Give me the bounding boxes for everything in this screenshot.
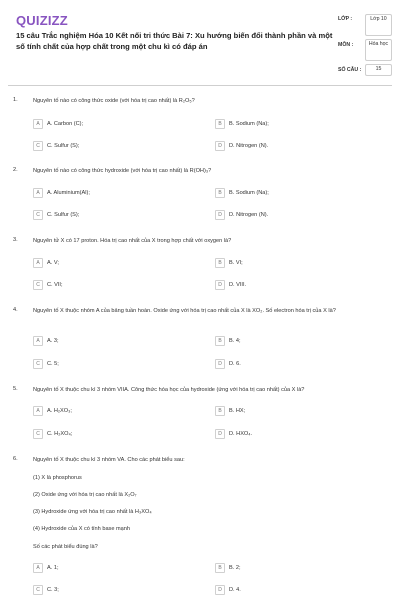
option-text: A. 1; xyxy=(47,565,59,571)
question-text: Nguyên tố X thuộc chu kì 3 nhóm VIIA. Công thức hóa học của hydroxide (ứng với hóa trị cao nhất) của X là? xyxy=(33,387,305,393)
statement-item: (1) X là phosphorus xyxy=(33,475,82,481)
grade-label: LỚP : xyxy=(338,16,353,22)
option-text: C. H₂XO₄; xyxy=(47,431,73,437)
option-letter: B xyxy=(215,188,225,198)
option-letter: B xyxy=(215,336,225,346)
answer-option[interactable] xyxy=(33,258,59,268)
option-letter: A xyxy=(33,188,43,198)
question-number: 4. xyxy=(13,307,18,313)
worksheet-title: 15 câu Trắc nghiệm Hóa 10 Kết nối tri thức Bài 7: Xu hướng biến đổi thành phần và một số tính chất của hợp chất trong một chu kì có đáp án xyxy=(16,31,333,51)
option-text: B. 4; xyxy=(229,338,241,344)
option-letter: C xyxy=(33,280,43,290)
option-letter: D xyxy=(215,141,225,151)
question-count-label: SỐ CÂU : xyxy=(338,67,362,73)
statement-item: (3) Hydroxide ứng với hóa trị cao nhất là H₃XO₄ xyxy=(33,509,152,515)
answer-option[interactable] xyxy=(33,406,72,416)
option-letter: B xyxy=(215,119,225,129)
option-letter: C xyxy=(33,141,43,151)
question-text: Nguyên tố X thuộc chu kì 3 nhóm VA. Cho các phát biểu sau: xyxy=(33,457,185,463)
answer-option[interactable] xyxy=(215,563,241,573)
option-letter: D xyxy=(215,280,225,290)
answer-option[interactable] xyxy=(33,280,63,290)
answer-option[interactable] xyxy=(215,336,241,346)
question-text: Nguyên tố nào có công thức hydroxide (với hóa trị cao nhất) là R(OH)₃? xyxy=(33,168,212,174)
subject-label: MÔN : xyxy=(338,42,354,48)
option-text: A. Aluminium(Al); xyxy=(47,190,90,196)
answer-option[interactable] xyxy=(33,585,59,595)
answer-option[interactable] xyxy=(215,210,268,220)
option-text: D. Nitrogen (N). xyxy=(229,212,269,218)
option-letter: A xyxy=(33,258,43,268)
question-prompt: Số các phát biểu đúng là? xyxy=(33,544,98,550)
answer-option[interactable] xyxy=(33,429,72,439)
subject-value: Hóa học xyxy=(365,39,392,61)
option-text: C. Sulfur (S); xyxy=(47,212,80,218)
answer-option[interactable] xyxy=(215,406,245,416)
option-text: A. H₂XO₃; xyxy=(47,408,72,414)
question-count-value: 15 xyxy=(365,64,392,76)
option-letter: D xyxy=(215,429,225,439)
question-text: Nguyên tử X có 17 proton. Hóa trị cao nhất của X trong hợp chất với oxygen là? xyxy=(33,238,232,244)
header-divider xyxy=(8,85,392,86)
option-letter: A xyxy=(33,119,43,129)
answer-option[interactable] xyxy=(215,119,269,129)
question-number: 5. xyxy=(13,386,18,392)
answer-option[interactable] xyxy=(215,258,243,268)
answer-option[interactable] xyxy=(215,141,268,151)
option-text: A. 3; xyxy=(47,338,59,344)
option-text: D. HXO₄. xyxy=(229,431,253,437)
answer-option[interactable] xyxy=(33,141,79,151)
answer-option[interactable] xyxy=(215,585,241,595)
option-text: A. Carbon (C); xyxy=(47,121,84,127)
answer-option[interactable] xyxy=(33,336,59,346)
option-text: D. 4. xyxy=(229,587,241,593)
answer-option[interactable] xyxy=(33,210,79,220)
option-letter: C xyxy=(33,359,43,369)
option-letter: C xyxy=(33,210,43,220)
answer-option[interactable] xyxy=(215,280,246,290)
option-letter: D xyxy=(215,585,225,595)
option-text: B. 2; xyxy=(229,565,241,571)
option-text: C. 5; xyxy=(47,361,59,367)
option-text: C. VII; xyxy=(47,282,63,288)
question-number: 2. xyxy=(13,167,18,173)
option-text: D. VIII. xyxy=(229,282,247,288)
answer-option[interactable] xyxy=(215,359,241,369)
question-text: Nguyên tố nào có công thức oxide (với hóa trị cao nhất) là R₂O₅? xyxy=(33,98,195,104)
option-letter: B xyxy=(215,563,225,573)
option-letter: C xyxy=(33,585,43,595)
statement-item: (4) Hydroxide của X có tính base mạnh xyxy=(33,526,131,532)
option-letter: D xyxy=(215,210,225,220)
option-letter: B xyxy=(215,258,225,268)
question-number: 1. xyxy=(13,97,18,103)
question-number: 3. xyxy=(13,237,18,243)
statement-item: (2) Oxide ứng với hóa trị cao nhất là X₂O₇ xyxy=(33,492,137,498)
option-letter: A xyxy=(33,406,43,416)
option-text: A. V; xyxy=(47,260,59,266)
answer-option[interactable] xyxy=(33,119,83,129)
option-text: B. Sodium (Na); xyxy=(229,121,269,127)
quizizz-logo: QUIZIZZ xyxy=(16,13,68,28)
option-text: B. Sodium (Na); xyxy=(229,190,269,196)
answer-option[interactable] xyxy=(215,429,252,439)
answer-option[interactable] xyxy=(33,563,59,573)
option-text: B. HX; xyxy=(229,408,246,414)
question-text: Nguyên tố X thuộc nhóm A của bảng tuần hoàn. Oxide ứng với hóa trị cao nhất của X là XO₂. Số electron hóa trị của X là? xyxy=(33,308,336,314)
option-text: D. Nitrogen (N). xyxy=(229,143,269,149)
option-letter: D xyxy=(215,359,225,369)
question-number: 6. xyxy=(13,456,18,462)
option-text: B. VI; xyxy=(229,260,243,266)
answer-option[interactable] xyxy=(33,188,90,198)
option-letter: B xyxy=(215,406,225,416)
option-text: D. 6. xyxy=(229,361,241,367)
answer-option[interactable] xyxy=(215,188,269,198)
option-text: C. 3; xyxy=(47,587,59,593)
answer-option[interactable] xyxy=(33,359,59,369)
option-text: C. Sulfur (S); xyxy=(47,143,80,149)
option-letter: C xyxy=(33,429,43,439)
grade-value: Lớp 10 xyxy=(365,14,392,36)
worksheet-header xyxy=(0,0,400,82)
option-letter: A xyxy=(33,336,43,346)
option-letter: A xyxy=(33,563,43,573)
